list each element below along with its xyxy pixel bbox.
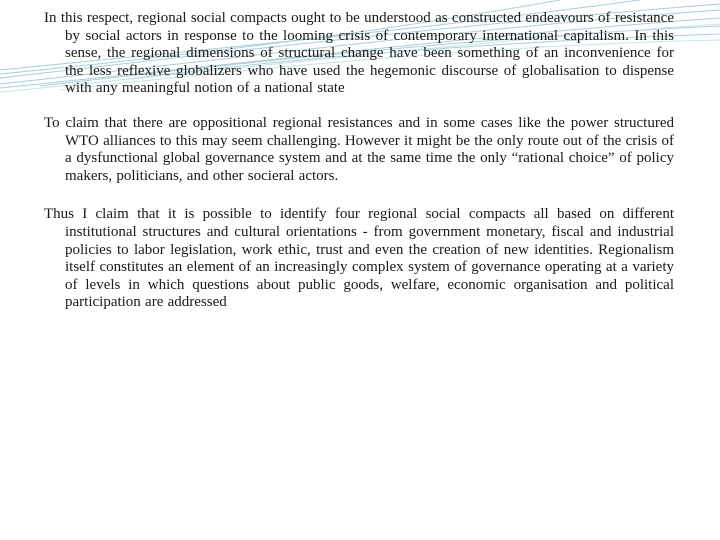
paragraph-four-regional-social-compacts: Thus I claim that it is possible to identify four regional social compacts all based on different institutional structures and cultural orientations - from government monetary, fiscal and industrial policies to labor legislation, work ethic, trust and even the creation of new identities. Regionalism itself constitutes an element of an increasingly complex system of governance operating at a variety of levels in which questions about public goods, welfare, economic organisation and political participation are addressed <box>44 206 674 311</box>
paragraph-oppositional-regional-resistances: To claim that there are oppositional regional resistances and in some cases like the power structured WTO alliances to this may seem challenging. However it might be the only route out of the crisis of a dysfunctional global governance system and at the same time the only “rational choice” of policy makers, politicians, and other socieral actors. <box>44 114 674 184</box>
body-text <box>44 10 674 330</box>
paragraph-regional-social-compacts: In this respect, regional social compacts ought to be understood as constructed endeavours of resistance by social actors in response to the looming crisis of contemporary international capitalism. In this sense, the regional dimensions of structural change have been something of an inconvenience for the less reflexive globalizers who have used the hegemonic discourse of globalisation to dispense with any meaningful notion of a national state <box>44 10 674 97</box>
